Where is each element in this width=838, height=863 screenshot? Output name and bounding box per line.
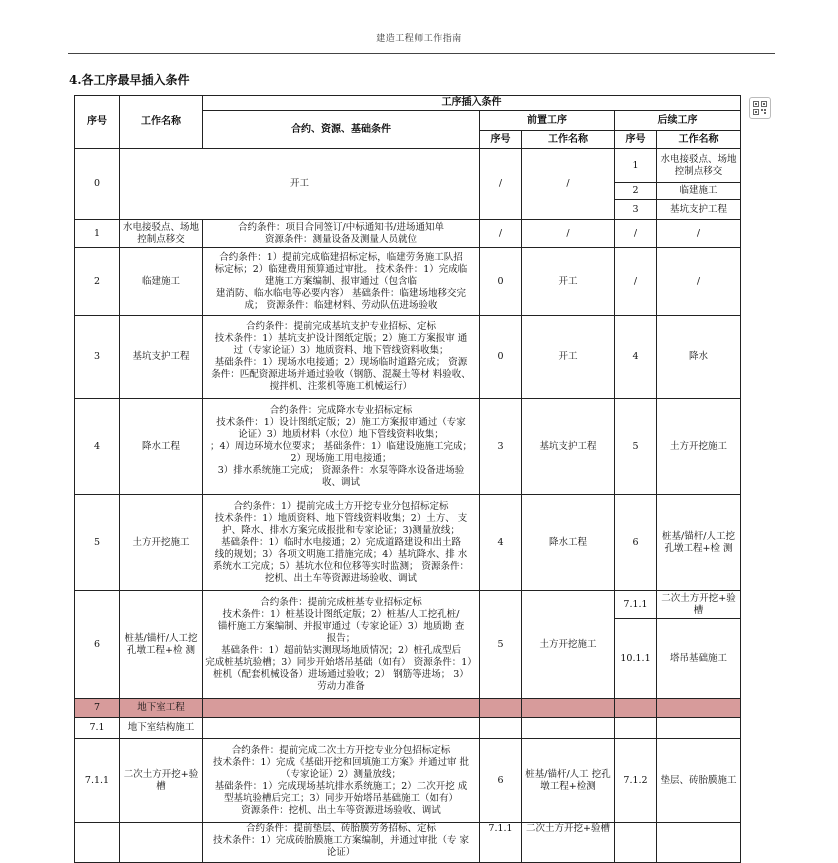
row-pre-seq: 3 xyxy=(480,399,522,495)
row-post-name: 二次土方开挖+验槽 xyxy=(657,591,741,619)
row-post-name: 桩基/锚杆/人工挖孔墩工程+检 测 xyxy=(657,495,741,591)
col-header-pre-seq: 序号 xyxy=(480,131,522,149)
row-conditions: 合约条件：提前完成二次土方开挖专业分包招标定标 技术条件：1）完成《基础开挖和回填施工方案》并通过审 批 （专家论证）2）测量放线； 基础条件：1）完成现场基坑排水系统施工；2）二次开挖 成 型基坑验槽后完工；3）同步开始塔吊基础施工（如有） 资源条件：挖机、出土车等资源进场验收、调试 xyxy=(203,739,480,823)
row-seq: 5 xyxy=(75,495,120,591)
col-header-seq: 序号 xyxy=(75,96,120,149)
row-post-name: / xyxy=(657,220,741,248)
header-rule xyxy=(68,53,775,54)
row-pre-seq: / xyxy=(480,149,522,220)
row-name: 基坑支护工程 xyxy=(120,316,203,399)
row-post-seq: 10.1.1 xyxy=(615,619,657,699)
row-name: 地下室结构施工 xyxy=(120,718,203,739)
row-seq: 2 xyxy=(75,248,120,316)
row-seq: 7 xyxy=(75,699,120,718)
qr-code-icon[interactable] xyxy=(749,97,771,119)
header-title: 建造工程师工作指南 xyxy=(376,34,462,44)
row-post-seq: 7.1.1 xyxy=(615,591,657,619)
row-pre-seq: 7.1.1 xyxy=(480,823,522,863)
row-pre-name: / xyxy=(522,149,615,220)
row-name: 二次土方开挖+验槽 xyxy=(120,739,203,823)
row-conditions: 合约条件：提前垫层、砖胎膜劳务招标、定标 技术条件：1）完成砖胎膜施工方案编制，并通过审批（专 家 论证） xyxy=(203,823,480,863)
row-post-name: / xyxy=(657,248,741,316)
row-post-name: 水电接驳点、场地控制点移交 xyxy=(657,149,741,183)
row-name: 水电接驳点、场地控制点移交 xyxy=(120,220,203,248)
row-pre-name: 土方开挖施工 xyxy=(522,591,615,699)
col-header-contract: 合约、资源、基础条件 xyxy=(203,111,480,149)
row-pre-name: 桩基/锚杆/人工 挖孔墩工程+检测 xyxy=(522,739,615,823)
row-name: 土方开挖施工 xyxy=(120,495,203,591)
row-conditions: 合约条件：提前完成基坑支护专业招标、定标 技术条件：1）基坑支护设计图纸定版；2）施工方案报审 通 过（专家论证）3）地质资料、地下管线资料收集； 基础条件：1）现场水电接通；2）现场临时道路完成； 资源 条件：匹配资源进场并通过验收（钢筋、混凝土等材 料验收、 搅拌机、注浆机等施工机械运行） xyxy=(203,316,480,399)
col-header-post-seq: 序号 xyxy=(615,131,657,149)
row-name: 桩基/锚杆/人工挖孔墩工程+检 测 xyxy=(120,591,203,699)
row-pre-name: 降水工程 xyxy=(522,495,615,591)
col-header-pre-name: 工作名称 xyxy=(522,131,615,149)
row-pre-seq: 0 xyxy=(480,248,522,316)
row-pre-seq: 4 xyxy=(480,495,522,591)
row-post-seq: 4 xyxy=(615,316,657,399)
row-seq: 6 xyxy=(75,591,120,699)
row-pre-name: 二次土方开挖+验槽 xyxy=(522,823,615,863)
row-conditions: 合约条件：1）提前完成土方开挖专业分包招标定标 技术条件：1）地质资料、地下管线资料收集；2）土方、 支 护、降水、排水方案完成报批和专家论证；3)测量放线； 基础条件：1）临时水电接通；2）完成道路建设和出土路 线的规划；3）各项文明施工措施完成；4）基坑降水、排 水 系统水工完成；5）基坑水位和位移等实时监测； 资源条件： 挖机、出土车等资源进场验收、调试 xyxy=(203,495,480,591)
row-name: 临建施工 xyxy=(120,248,203,316)
row-conditions: 合约条件：1）提前完成临建招标定标，临建劳务施工队招 标定标；2）临建费用预算通过审批。 技术条件：1）完成临 建施工方案编制、报审通过（包含临 建消防、临水临电等必要内容） 基础条件：临建场地移交完 成； 资源条件：临建材料、劳动队伍进场验收 xyxy=(203,248,480,316)
row-pre-seq: 6 xyxy=(480,739,522,823)
col-header-post: 后续工序 xyxy=(615,111,741,131)
row-post-name: 临建施工 xyxy=(657,183,741,200)
row-pre-name: 开工 xyxy=(522,248,615,316)
row-post-seq: 3 xyxy=(615,200,657,220)
row-seq xyxy=(75,823,120,863)
row-post-seq: 1 xyxy=(615,149,657,183)
row-post-seq: 7.1.2 xyxy=(615,739,657,823)
row-name: 降水工程 xyxy=(120,399,203,495)
row-post-name: 土方开挖施工 xyxy=(657,399,741,495)
row-seq: 1 xyxy=(75,220,120,248)
row-pre-seq: 0 xyxy=(480,316,522,399)
row-post-seq: / xyxy=(615,248,657,316)
row-seq: 7.1.1 xyxy=(75,739,120,823)
insertion-conditions-table xyxy=(74,95,741,863)
col-header-name: 工作名称 xyxy=(120,96,203,149)
row-conditions: 合约条件：提前完成桩基专业招标定标 技术条件：1）桩基设计图纸定版；2）桩基/人工挖孔桩/ 锚杆施工方案编制、并报审通过（专家论证）3）地质勘 查 报告； 基础条件：1）超前钻实测现场地质情况；2）桩孔成型后 完成桩基坑验槽；3）同步开始塔吊基础（如有） 资源条件：1） 桩机（配套机械设备）进场通过验收；2） 钢筋等进场； 3） 劳动力准备 xyxy=(203,591,480,699)
row-conditions: 开工 xyxy=(120,149,480,220)
row-seq: 4 xyxy=(75,399,120,495)
row-post-name: 垫层、砖胎膜施工 xyxy=(657,739,741,823)
row-post-seq: 6 xyxy=(615,495,657,591)
row-pre-seq: 5 xyxy=(480,591,522,699)
row-name xyxy=(120,823,203,863)
row-seq: 7.1 xyxy=(75,718,120,739)
row-seq: 0 xyxy=(75,149,120,220)
row-name: 地下室工程 xyxy=(120,699,203,718)
row-pre-name: 开工 xyxy=(522,316,615,399)
col-header-pre: 前置工序 xyxy=(480,111,615,131)
row-pre-seq: / xyxy=(480,220,522,248)
row-pre-name: 基坑支护工程 xyxy=(522,399,615,495)
row-seq: 3 xyxy=(75,316,120,399)
row-post-name: 降水 xyxy=(657,316,741,399)
row-post-name: 基坑支护工程 xyxy=(657,200,741,220)
row-post-seq: 5 xyxy=(615,399,657,495)
col-header-post-name: 工作名称 xyxy=(657,131,741,149)
row-pre-name: / xyxy=(522,220,615,248)
col-header-conditions: 工序插入条件 xyxy=(203,96,741,111)
row-conditions: 合约条件：完成降水专业招标定标 技术条件：1）设计图纸定版；2）施工方案报审通过（专家 论证）3）地质材料（水位）地下管线资料收集； ；4）周边环境水位要求； 基础条件：1）临建设施施工完成； 2）现场施工用电接通； 3）排水系统施工完成； 资源条件：水泵等降水设备进场验 收、调试 xyxy=(203,399,480,495)
section-title: 4.各工序最早插入条件 xyxy=(69,73,190,87)
row-post-seq: / xyxy=(615,220,657,248)
row-post-seq xyxy=(615,823,657,863)
row-post-seq: 2 xyxy=(615,183,657,200)
row-conditions: 合约条件：项目合同签订/中标通知书/进场通知单 资源条件：测量设备及测量人员就位 xyxy=(203,220,480,248)
row-post-name xyxy=(657,823,741,863)
row-post-name: 塔吊基础施工 xyxy=(657,619,741,699)
